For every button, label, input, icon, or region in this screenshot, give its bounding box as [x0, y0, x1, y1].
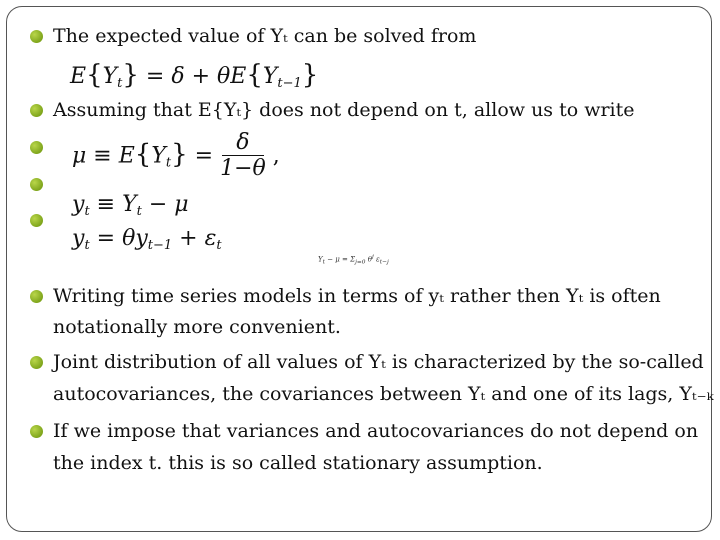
- bullet-stationary-l1: If we impose that variances and autocovariances do not depend on: [53, 420, 699, 442]
- bullet-icon: [30, 425, 43, 438]
- bullet-assuming: Assuming that E{Yₜ} does not depend on t, allow us to write: [53, 99, 635, 121]
- bullet-icon: [30, 141, 43, 154]
- bullet-icon: [30, 214, 43, 227]
- equation-ar: $y_t = \theta y_{t-1} + \varepsilon_t$: [72, 226, 222, 253]
- bullet-icon: [30, 30, 43, 43]
- bullet-icon: [30, 356, 43, 369]
- equation-mean: $\mu \equiv E\{Y_t\}$ = $\frac{\delta}{1-\theta}$ ,: [72, 130, 280, 181]
- bullet-icon: [30, 290, 43, 303]
- equation-ma-representation: $Y_t - \mu = \Sigma_{j=0}$ $\theta^j$ $\varepsilon_{t-j}$: [318, 254, 389, 266]
- bullet-writing-l1: Writing time series models in terms of yₜ rather then Yₜ is often: [53, 285, 661, 307]
- equation-deviation: $y_t \equiv Y_t - \mu$: [72, 192, 189, 219]
- bullet-stationary-l2: the index t. this is so called stationary assumption.: [53, 452, 543, 474]
- bullet-writing-l2: notationally more convenient.: [53, 316, 341, 338]
- bullet-icon: [30, 178, 43, 191]
- bullet-expected-value: The expected value of Yₜ can be solved from: [53, 25, 477, 47]
- bullet-joint-l1: Joint distribution of all values of Yₜ is characterized by the so-called: [53, 351, 704, 373]
- bullet-joint-l2: autocovariances, the covariances between Yₜ and one of its lags, Yₜ₋ₖ: [53, 383, 714, 405]
- bullet-icon: [30, 104, 43, 117]
- equation-expected-value: $E\{Y_t\} = \delta + \theta E\{Y_{t-1}\}$: [70, 60, 319, 91]
